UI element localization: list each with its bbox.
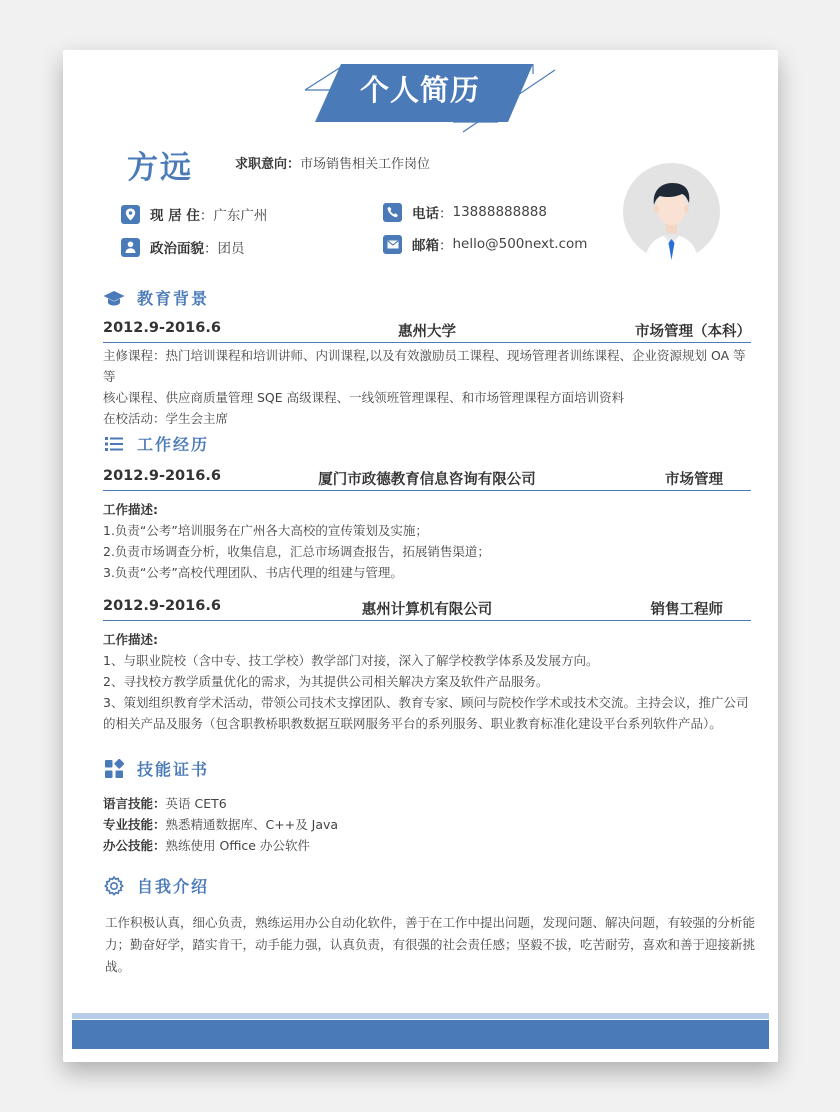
user-icon [121, 238, 140, 257]
job-row-2 [103, 598, 751, 621]
job-intent-label: 求职意向： [235, 157, 301, 172]
residence-value: 广东广州 [213, 208, 268, 224]
skills-title: 技能证书 [137, 760, 210, 779]
skill-office-label: 办公技能： [103, 838, 166, 853]
skill-language-label: 语言技能： [103, 796, 166, 811]
avatar [623, 163, 720, 260]
job-2-line-4: 的相关产品及服务（包含职教桥职教数据互联网服务平台的系列服务、职业教育标准化建设平台系列软件产品）。 [103, 716, 722, 731]
candidate-name: 方远 [127, 150, 193, 186]
phone-icon [383, 203, 402, 222]
job-intent [235, 153, 430, 172]
job-1-period: 2012.9-2016.6 [103, 468, 221, 484]
skill-language [103, 793, 753, 814]
politics-sep: ： [204, 241, 218, 257]
politics-value: 团员 [217, 241, 245, 257]
info-email [383, 234, 587, 254]
job-1-line-3: 3.负责“公考”高校代理团队、书店代理的组建与管理。 [103, 565, 403, 580]
skills-list [103, 793, 753, 856]
job-2-description [103, 629, 753, 734]
education-title: 教育背景 [137, 289, 210, 308]
job-2-position: 销售工程师 [650, 602, 723, 618]
location-icon [121, 205, 140, 224]
work-heading [103, 432, 209, 455]
phone-sep: ： [439, 206, 453, 222]
list-icon [103, 434, 125, 454]
job-2-line-3: 3、策划组织教育学术活动，带领公司技术支撑团队、教育专家、顾问与院校作学术或技术交流。主持会议，推广公司 [103, 695, 749, 710]
education-period: 2012.9-2016.6 [103, 320, 221, 336]
job-1-company: 厦门市政德教育信息咨询有限公司 [318, 472, 536, 488]
about-line-3: 战。 [105, 959, 131, 974]
education-details [103, 345, 753, 429]
education-heading [103, 286, 209, 309]
education-activity: 在校活动：学生会主席 [103, 411, 229, 426]
avatar-illustration [623, 163, 720, 260]
email-value: hello@500next.com [452, 236, 588, 252]
skill-professional [103, 814, 753, 835]
skill-office [103, 835, 753, 856]
phone-label: 电话 [412, 206, 439, 222]
job-1-line-2: 2.负责市场调查分析，收集信息，汇总市场调查报告，拓展销售渠道； [103, 544, 490, 559]
about-title: 自我介绍 [137, 877, 210, 896]
resume-title: 个人简历 [359, 73, 480, 107]
job-2-period: 2012.9-2016.6 [103, 598, 221, 614]
grid-icon [103, 759, 125, 779]
info-politics [121, 237, 245, 257]
info-residence [121, 204, 267, 224]
email-label: 邮箱 [412, 238, 439, 254]
email-sep: ： [439, 238, 453, 254]
job-2-line-1: 1、与职业院校（含中专、技工学校）教学部门对接，深入了解学校教学体系及发展方向。 [103, 653, 599, 668]
job-1-description [103, 499, 753, 583]
about-line-1: 工作积极认真，细心负责，熟练运用办公自动化软件，善于在工作中提出问题，发现问题、解决问题，有较强的分析能 [105, 915, 756, 930]
resume-page [63, 50, 778, 1062]
gear-icon [103, 876, 125, 896]
education-school: 惠州大学 [398, 324, 456, 340]
about-line-2: 力；勤奋好学，踏实肯干，动手能力强，认真负责，有很强的社会责任感；坚毅不拔，吃苦耐劳，喜欢和善于迎接新挑 [105, 937, 756, 952]
job-2-desc-label: 工作描述: [103, 632, 158, 647]
residence-label: 现 居 住 [150, 208, 200, 224]
skill-office-value: 熟练使用 Office 办公软件 [165, 838, 310, 853]
job-row-1 [103, 468, 751, 491]
job-1-line-1: 1.负责“公考”培训服务在广州各大高校的宣传策划及实施； [103, 523, 428, 538]
work-title: 工作经历 [137, 435, 210, 454]
graduation-cap-icon [103, 288, 125, 308]
residence-sep: ： [199, 208, 214, 224]
job-intent-value: 市场销售相关工作岗位 [300, 157, 431, 172]
about-text [105, 912, 755, 978]
job-1-position: 市场管理 [665, 472, 723, 488]
education-row [103, 320, 751, 343]
about-heading [103, 874, 209, 897]
education-courses-2: 核心课程、供应商质量管理 SQE 高级课程、一线领班管理课程、和市场管理课程方面培训资料 [103, 390, 625, 405]
education-major: 市场管理（本科） [635, 324, 751, 340]
phone-value: 13888888888 [452, 204, 547, 220]
info-phone [383, 202, 547, 222]
job-2-company: 惠州计算机有限公司 [361, 602, 493, 618]
politics-label: 政治面貌 [150, 241, 204, 257]
footer-bar [72, 1020, 769, 1049]
footer-light-bar [72, 1013, 769, 1019]
job-2-line-2: 2、寻找校方教学质量优化的需求，为其提供公司相关解决方案及软件产品服务。 [103, 674, 549, 689]
skills-heading [103, 757, 209, 780]
skill-professional-value: 熟悉精通数据库、C++及 Java [165, 817, 339, 832]
skill-professional-label: 专业技能： [103, 817, 166, 832]
skill-language-value: 英语 CET6 [165, 796, 227, 811]
education-courses-1: 主修课程：热门培训课程和培训讲师、内训课程,以及有效激励员工课程、现场管理者训练课程、企业资源规划 OA 等等 [103, 348, 746, 384]
job-1-desc-label: 工作描述: [103, 502, 158, 517]
mail-icon [383, 235, 402, 254]
